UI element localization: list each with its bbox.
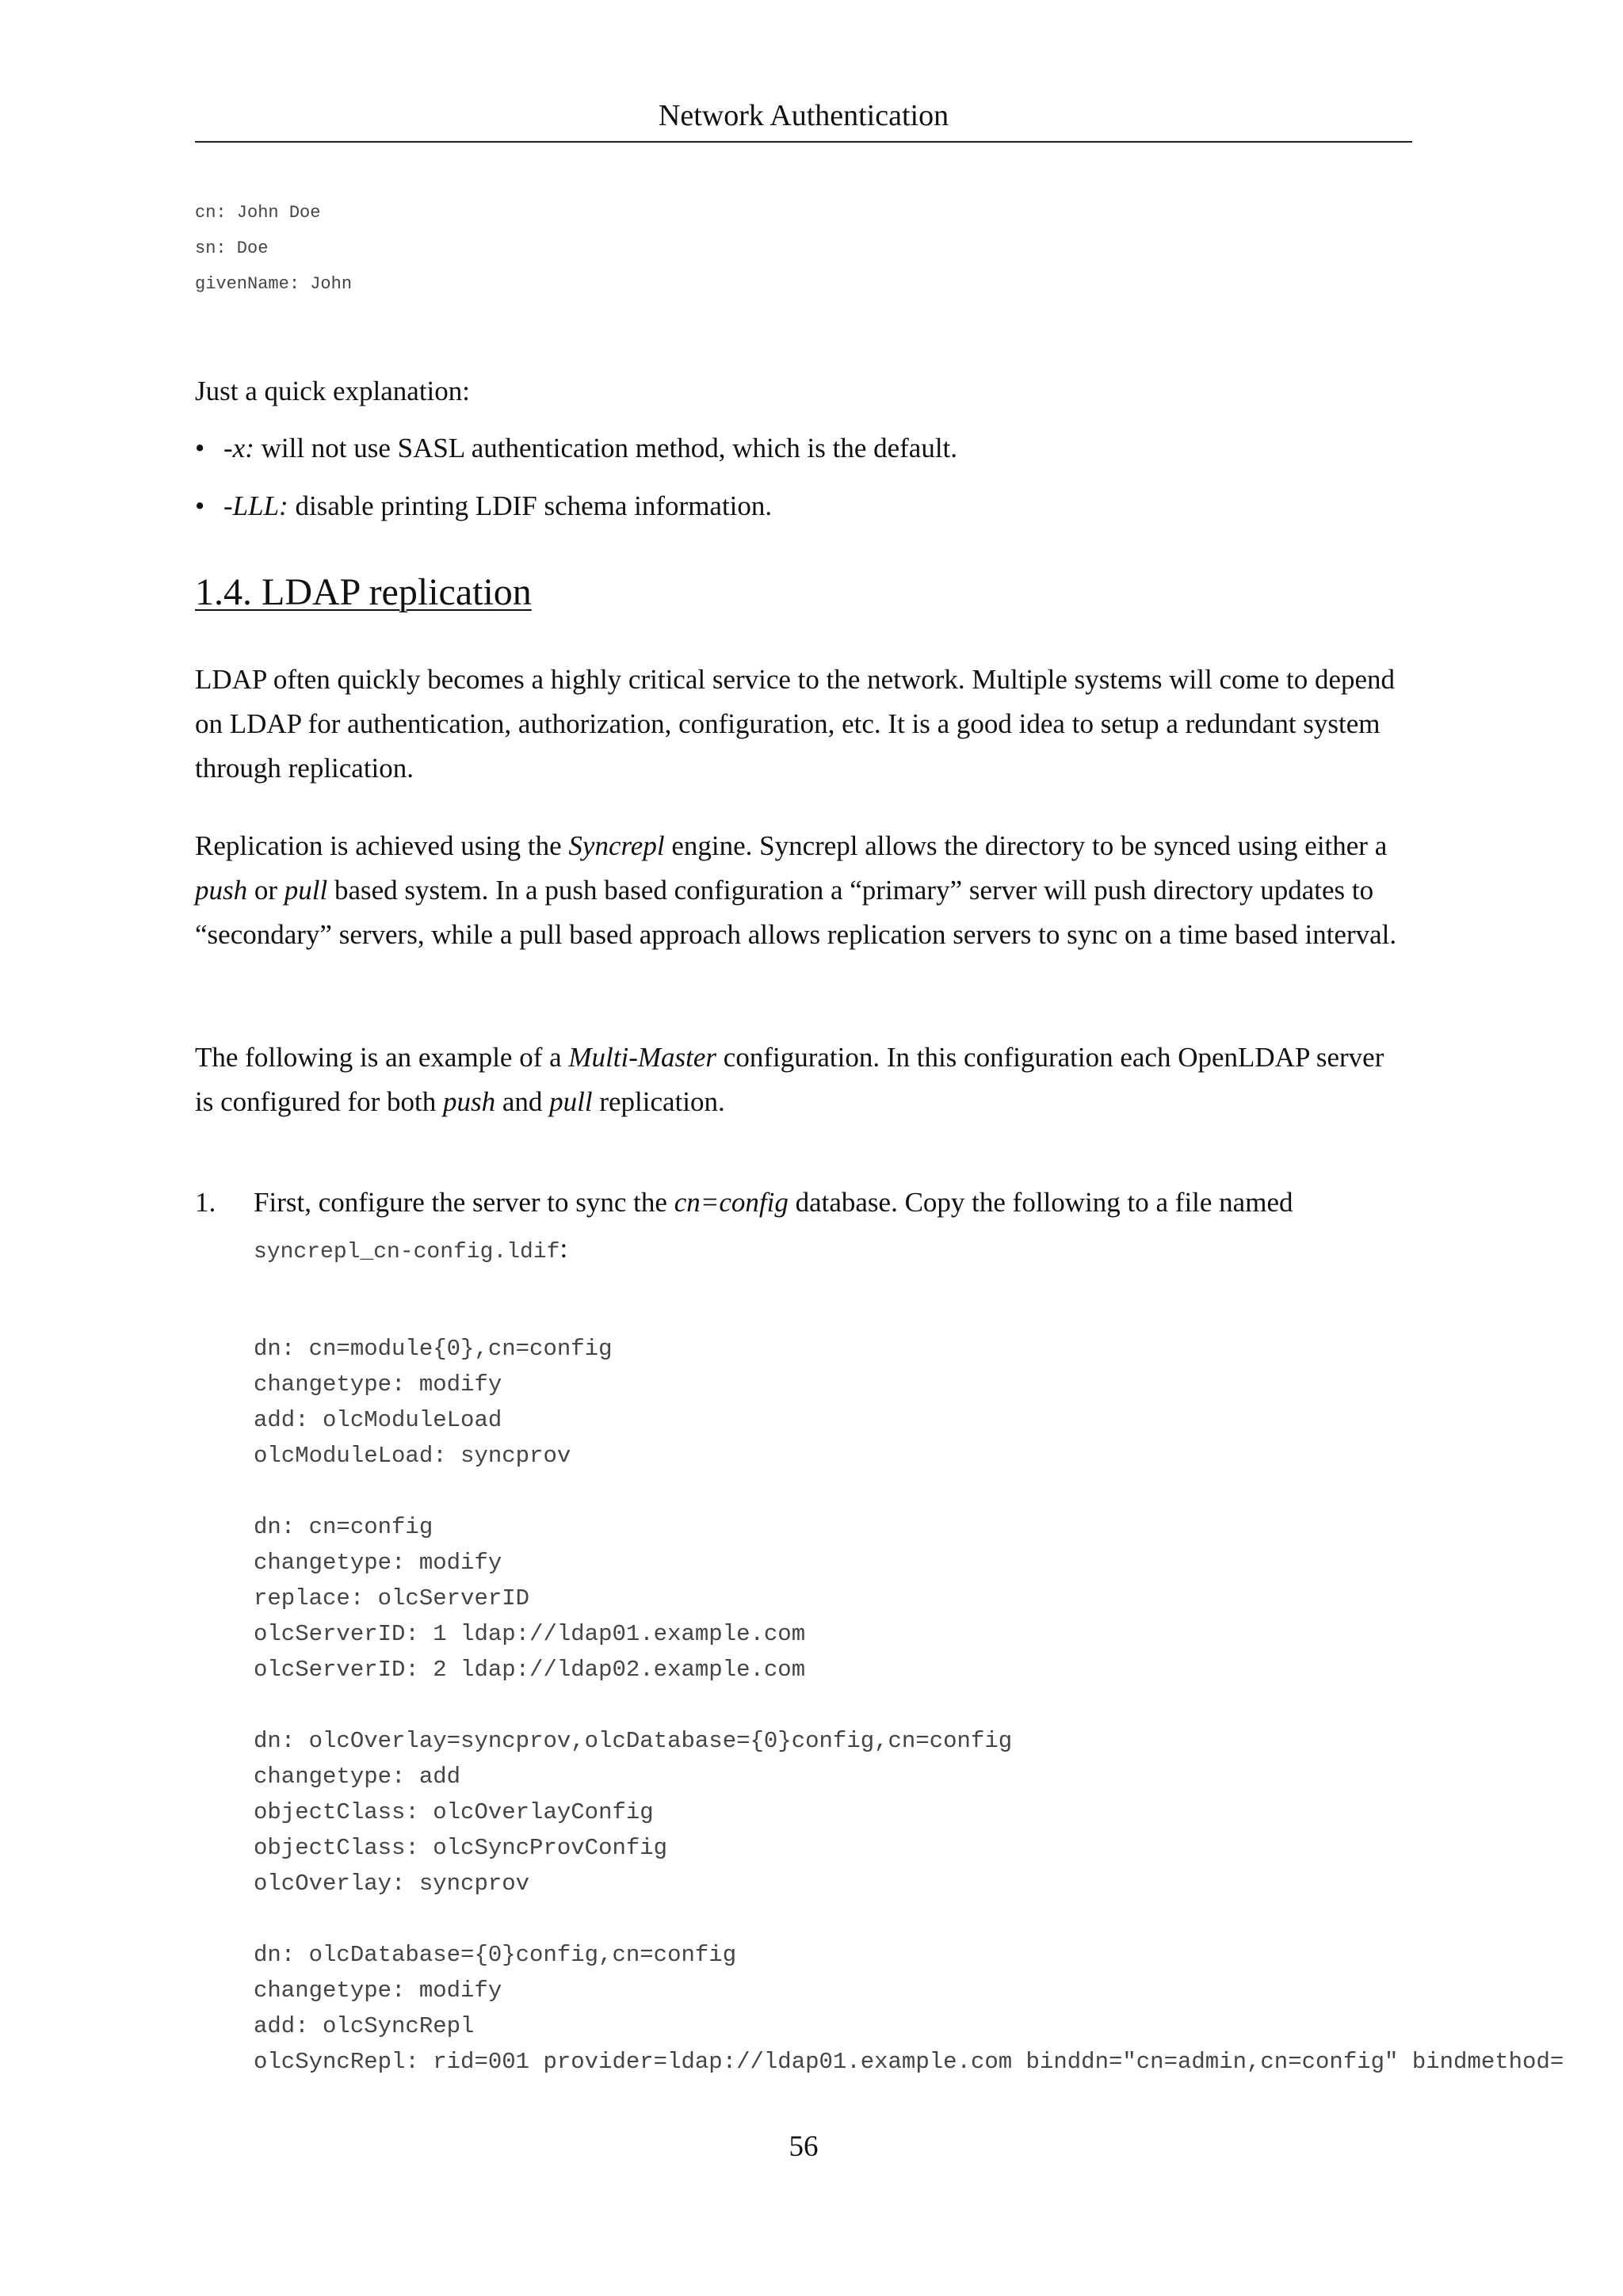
code-line: olcServerID: 1 ldap://ldap01.example.com — [254, 1621, 806, 1647]
code-line: dn: olcOverlay=syncprov,olcDatabase={0}config,cn=config — [254, 1728, 1013, 1754]
bullet-term: -x: — [223, 433, 254, 463]
header-rule — [195, 141, 1412, 143]
paragraph: The following is an example of a Multi-Master configuration. In this configuration each OpenLDAP server is configured for both push and pull replication. — [195, 1042, 1384, 1117]
step-filename: syncrepl_cn-config.ldif: — [254, 1233, 568, 1264]
code-line: changetype: modify — [254, 1978, 502, 2004]
ldif-entry-line: cn: John Doe — [195, 203, 321, 223]
paragraph: Replication is achieved using the Syncrepl engine. Syncrepl allows the directory to be synced using either a push or pull based system. In a push based configuration a “primary” server will push directory updates to “secondary” servers, while a pull based approach allows replication servers to sync on a time based interval. — [195, 830, 1397, 950]
section-heading: 1.4. LDAP replication — [195, 571, 532, 613]
explanation-intro: Just a quick explanation: — [195, 376, 471, 406]
code-line: dn: cn=config — [254, 1514, 433, 1540]
bullet-text: disable printing LDIF schema information. — [288, 490, 773, 521]
page-number: 56 — [789, 2130, 819, 2163]
code-line — [254, 1901, 1623, 1937]
code-line: olcOverlay: syncprov — [254, 1871, 530, 1897]
paragraph: LDAP often quickly becomes a highly critical service to the network. Multiple systems will come to depend on LDAP for authentication, authorization, configuration, etc. It is a good idea to setup a redundant system through replication. — [195, 664, 1396, 784]
code-line: objectClass: olcOverlayConfig — [254, 1799, 654, 1825]
code-line — [254, 1474, 1623, 1509]
code-line: changetype: modify — [254, 1371, 502, 1398]
code-line: olcServerID: 2 ldap://ldap02.example.com — [254, 1657, 806, 1683]
code-line: objectClass: olcSyncProvConfig — [254, 1835, 668, 1861]
bullet-text: will not use SASL authentication method, which is the default. — [254, 433, 958, 463]
bullet-dot: • — [195, 490, 205, 521]
code-line: olcModuleLoad: syncprov — [254, 1443, 571, 1469]
code-line: dn: cn=module{0},cn=config — [254, 1336, 613, 1362]
step-number: 1. — [195, 1187, 216, 1218]
code-line: replace: olcServerID — [254, 1585, 530, 1611]
code-line: olcSyncRepl: rid=001 provider=ldap://ldap01.example.com binddn="cn=admin,cn=config" bindmethod= — [254, 2049, 1564, 2075]
ldif-entry-line: sn: Doe — [195, 238, 269, 258]
bullet-item — [195, 484, 772, 528]
code-line: dn: olcDatabase={0}config,cn=config — [254, 1942, 737, 1968]
ldif-entry-line: givenName: John — [195, 274, 353, 294]
code-line — [254, 1688, 1623, 1723]
code-line: add: olcModuleLoad — [254, 1407, 502, 1433]
step-text: First, configure the server to sync the cn=config database. Copy the following to a file named — [254, 1187, 1293, 1218]
code-line: add: olcSyncRepl — [254, 2013, 475, 2039]
code-line: changetype: add — [254, 1764, 461, 1790]
code-line: changetype: modify — [254, 1550, 502, 1576]
code-block — [254, 1331, 1623, 2080]
running-header: Network Authentication — [658, 99, 949, 132]
bullet-item — [195, 426, 957, 471]
bullet-term: -LLL: — [223, 490, 288, 521]
bullet-dot: • — [195, 433, 205, 463]
